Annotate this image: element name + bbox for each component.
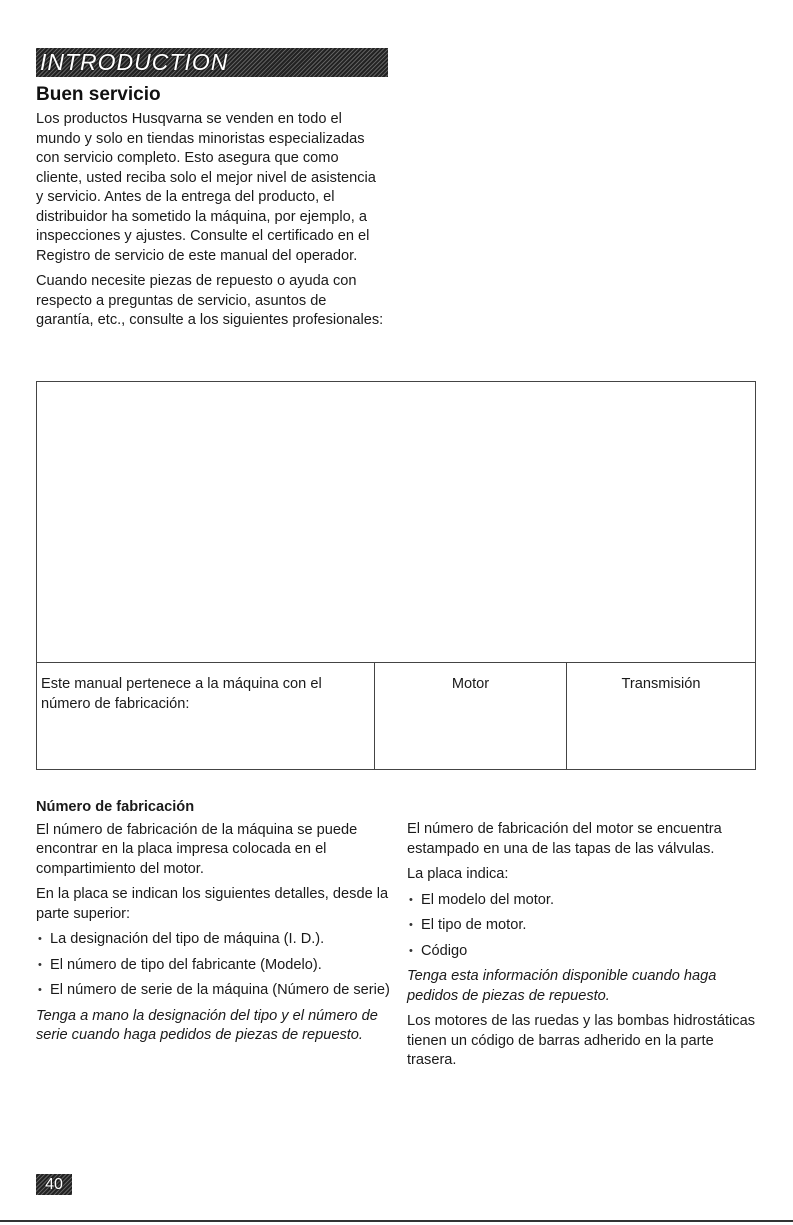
page-number-text: 40 xyxy=(45,1176,63,1193)
transmission-label: Transmisión xyxy=(621,676,701,692)
engine-note: Tenga esta información disponible cuando haga pedidos de piezas de repuesto. xyxy=(407,968,717,1004)
bottom-rule xyxy=(0,1220,793,1222)
serial-paragraph: El número de fabricación de la máquina se puede encontrar en la placa impresa colocada en el compartimiento del motor. xyxy=(36,821,358,877)
dealer-info-box xyxy=(36,381,756,770)
page-number xyxy=(36,1174,72,1195)
engine-paragraph: Los motores de las ruedas y las bombas hidrostáticas tienen un código de barras adherido en la parte trasera. xyxy=(407,1013,755,1068)
identification-row xyxy=(37,662,755,769)
list-item: • La designación del tipo de máquina (I. D.). xyxy=(36,930,396,950)
banner-title: INTRODUCTION xyxy=(40,49,229,75)
section-banner xyxy=(36,48,388,77)
engine-cell xyxy=(375,663,567,769)
list-item: • El número de tipo del fabricante (Modelo). xyxy=(36,956,396,976)
engine-label: Motor xyxy=(451,676,490,692)
plate-details-list xyxy=(36,930,396,1001)
engine-paragraph: El número de fabricación del motor se encuentra estampado en una de las tapas de las válvulas. xyxy=(407,821,722,857)
intro-text xyxy=(36,110,386,337)
serial-number-label: Este manual pertenece a la máquina con el número de fabricación: xyxy=(41,676,322,712)
serial-number-heading: Número de fabricación xyxy=(36,799,195,815)
engine-number-section xyxy=(407,820,757,1077)
intro-paragraph: Cuando necesite piezas de repuesto o ayuda con respecto a preguntas de servicio, asuntos de garantía, etc., consulte a los siguientes profesionales: xyxy=(36,273,384,328)
serial-note: Tenga a mano la designación del tipo y el número de serie cuando haga pedidos de piezas de repuesto. xyxy=(36,1007,378,1043)
transmission-cell xyxy=(567,663,755,769)
section-title: Buen servicio xyxy=(36,84,161,105)
engine-paragraph: La placa indica: xyxy=(407,866,509,882)
list-item: • El número de serie de la máquina (Número de serie) xyxy=(36,981,396,1001)
serial-number-section xyxy=(36,798,396,1052)
serial-number-cell xyxy=(37,663,375,769)
intro-paragraph: Los productos Husqvarna se venden en todo el mundo y solo en tiendas minoristas especializadas con servicio completo. Esto asegura que como cliente, usted reciba solo el mejor nivel de asistencia y servicio. Antes de la entrega del producto, el distribuidor ha sometido la máquina, por ejemplo, a inspecciones y ajustes. Consulte el certificado en el Registro de servicio de este manual del operador. xyxy=(36,111,376,264)
list-item: • Código xyxy=(407,942,757,962)
list-item: • El modelo del motor. xyxy=(407,891,757,911)
engine-plate-list xyxy=(407,891,757,962)
serial-paragraph: En la placa se indican los siguientes detalles, desde la parte superior: xyxy=(36,886,389,922)
list-item: • El tipo de motor. xyxy=(407,916,757,936)
